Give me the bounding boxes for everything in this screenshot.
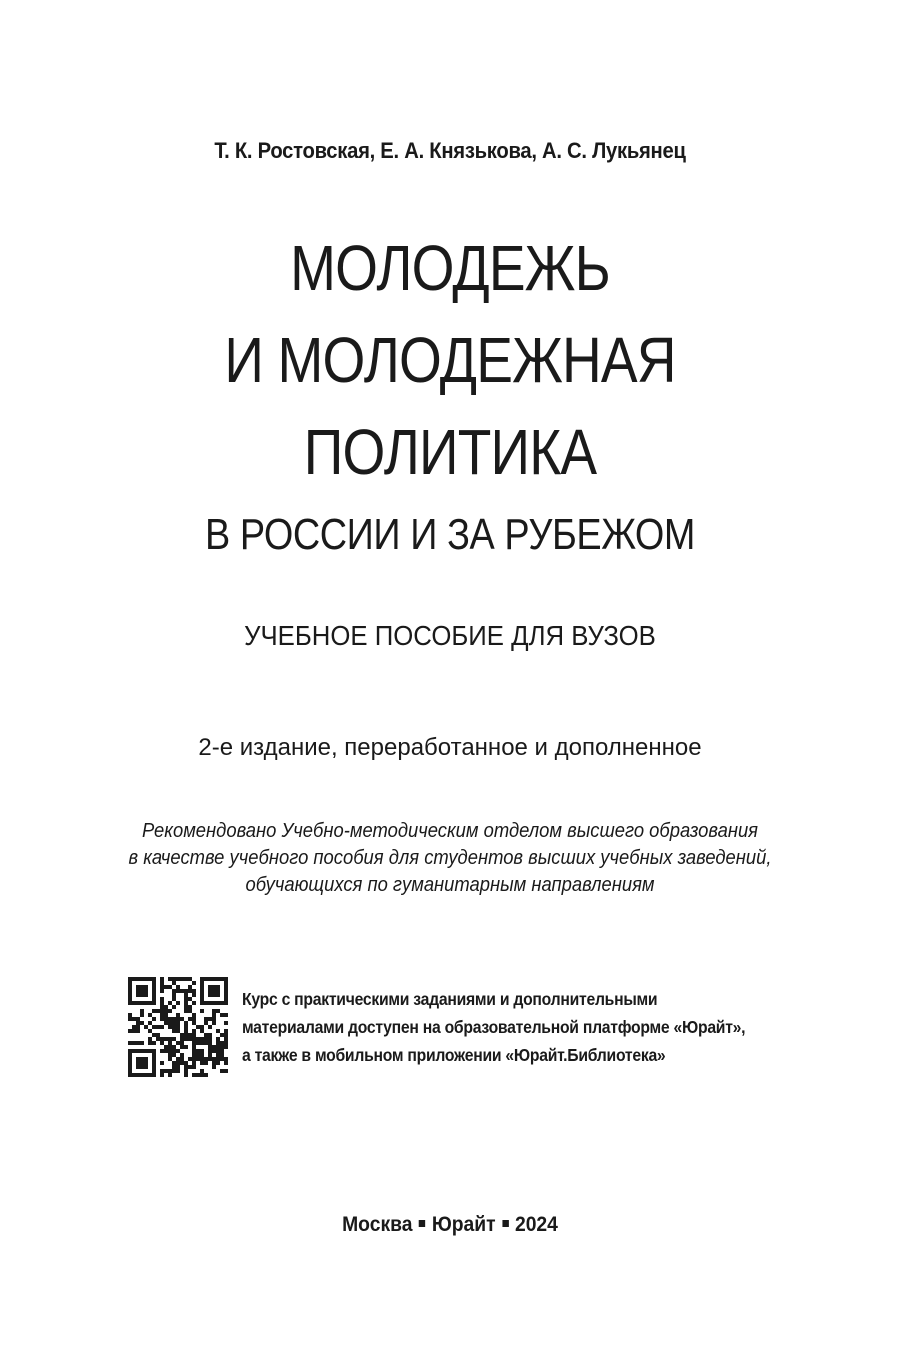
course-line-1: Курс с практическими заданиями и дополнительными: [242, 989, 658, 1009]
recommendation: [36, 818, 864, 899]
imprint-city: Москва: [342, 1213, 413, 1236]
title-line-3: ПОЛИТИКА: [303, 416, 597, 488]
title-line-2: И МОЛОДЕЖНАЯ: [224, 324, 676, 396]
course-line-2: материалами доступен на образовательной платформе «Юрайт»,: [242, 1017, 746, 1037]
genre: УЧЕБНОЕ ПОСОБИЕ ДЛЯ ВУЗОВ: [244, 620, 656, 651]
imprint: [36, 1214, 864, 1235]
separator-square-icon: [502, 1220, 508, 1227]
authors: Т. К. Ростовская, Е. А. Князькова, А. С. Лукьянец: [214, 138, 686, 163]
recommendation-line-1: Рекомендовано Учебно-методическим отделом высшего образования: [141, 820, 759, 842]
imprint-publisher: Юрайт: [431, 1213, 496, 1236]
course-info-block: [128, 977, 788, 1081]
course-description: [242, 985, 746, 1069]
imprint-year: 2024: [514, 1213, 558, 1236]
qr-code-icon[interactable]: [128, 977, 228, 1077]
recommendation-line-3: обучающихся по гуманитарным направлениям: [245, 874, 655, 896]
subtitle: В РОССИИ И ЗА РУБЕЖОМ: [204, 510, 696, 559]
title-line-1: МОЛОДЕЖЬ: [290, 232, 610, 304]
recommendation-line-2: в качестве учебного пособия для студентов высших учебных заведений,: [128, 847, 772, 869]
edition: 2-е издание, переработанное и дополненное: [198, 734, 702, 761]
separator-square-icon: [419, 1220, 425, 1227]
course-line-3: а также в мобильном приложении «Юрайт.Библиотека»: [242, 1045, 666, 1065]
